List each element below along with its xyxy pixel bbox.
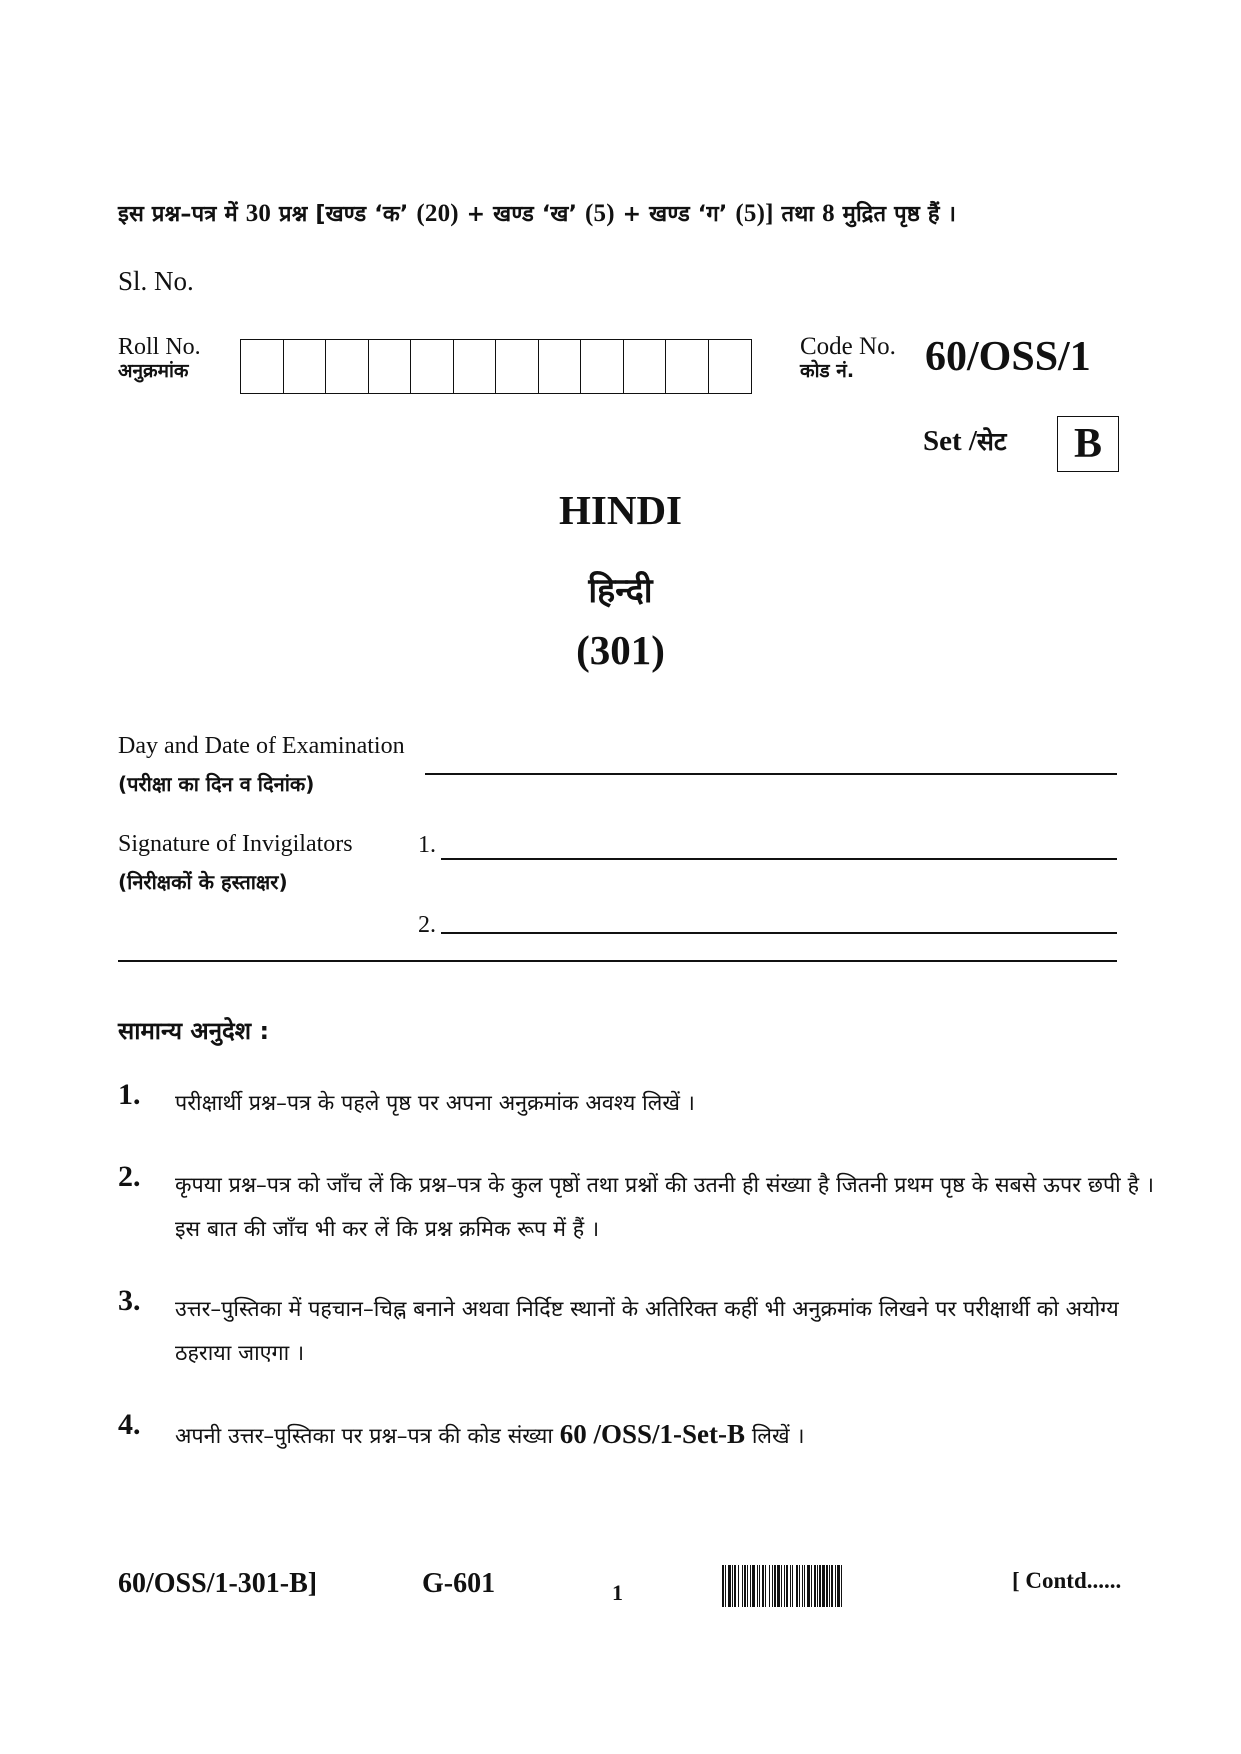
signature-2-label: 2.: [418, 912, 436, 938]
code-number-label-hi: कोड नं.: [800, 360, 855, 382]
instruction-number: 4.: [118, 1408, 141, 1441]
serial-number-label: Sl. No.: [118, 266, 194, 296]
set-label-hi: सेट: [976, 427, 1007, 456]
set-value-box: B: [1057, 416, 1119, 472]
roll-number-digit-box[interactable]: [581, 340, 624, 393]
roll-number-digit-box[interactable]: [326, 340, 369, 393]
general-instructions-heading: सामान्य अनुदेश :: [118, 1017, 270, 1045]
exam-date-label-hi: (परीक्षा का दिन व दिनांक): [118, 772, 315, 796]
note-number: 30: [245, 200, 272, 227]
continued-label: [ Contd......: [1012, 1568, 1122, 1593]
question-count-note: [118, 198, 956, 228]
roll-number-label: [118, 335, 201, 383]
subject-title-en: HINDI: [558, 487, 683, 533]
note-part: इस प्रश्न–पत्र में: [118, 202, 238, 227]
note-number: (5): [585, 200, 615, 227]
set-label: [923, 424, 1006, 458]
subject-title-hi: हिन्दी: [588, 571, 653, 611]
roll-number-label-en: Roll No.: [118, 334, 201, 360]
roll-number-digit-box[interactable]: [369, 340, 412, 393]
instruction-text: परीक्षार्थी प्रश्न–पत्र के पहले पृष्ठ पर अपना अनुक्रमांक अवश्य लिखें ।: [175, 1091, 695, 1116]
roll-number-digit-box[interactable]: [666, 340, 709, 393]
instruction-text-part: लिखें ।: [751, 1424, 805, 1449]
roll-number-digit-box[interactable]: [284, 340, 327, 393]
signature-1-line[interactable]: [441, 858, 1117, 860]
exam-date-line[interactable]: [425, 773, 1117, 775]
note-part: मुद्रित पृष्ठ हैं ।: [842, 202, 957, 227]
roll-number-digit-box[interactable]: [411, 340, 454, 393]
section-divider: [118, 960, 1117, 962]
instruction-number: 1.: [118, 1078, 141, 1111]
roll-number-digit-box[interactable]: [241, 340, 284, 393]
roll-number-digit-box[interactable]: [539, 340, 582, 393]
note-part: तथा: [781, 202, 815, 227]
set-label-en: Set /: [923, 425, 977, 457]
note-part: प्रश्न [खण्ड ‘क’: [279, 202, 409, 227]
invigilators-label-en: Signature of Invigilators: [118, 831, 353, 857]
roll-number-digit-box[interactable]: [624, 340, 667, 393]
roll-number-digit-box[interactable]: [496, 340, 539, 393]
note-part: + खण्ड ‘ख’: [466, 202, 578, 227]
barcode: [722, 1565, 844, 1607]
invigilators-label-hi: (निरीक्षकों के हस्ताक्षर): [118, 870, 288, 894]
roll-number-digit-box[interactable]: [454, 340, 497, 393]
code-number-value: 60/OSS/1: [925, 334, 1091, 380]
instruction-text: [175, 1412, 1241, 1459]
subject-code: (301): [576, 627, 665, 673]
roll-number-digit-box[interactable]: [709, 340, 752, 393]
footer-paper-code: 60/OSS/1-301-B]: [118, 1568, 318, 1599]
signature-1-label: 1.: [418, 832, 436, 858]
footer-series: G-601: [422, 1568, 496, 1599]
note-number: (20): [416, 200, 459, 227]
instruction-number: 2.: [118, 1160, 141, 1193]
exam-date-label-en: Day and Date of Examination: [118, 733, 405, 759]
signature-2-line[interactable]: [441, 932, 1117, 934]
paper-code-inline: 60 /OSS/1-Set-B: [559, 1419, 746, 1449]
code-number-label-en: Code No.: [800, 333, 896, 360]
instruction-number: 3.: [118, 1284, 141, 1317]
page-number: 1: [612, 1580, 623, 1605]
invigilators-label: [118, 825, 353, 901]
note-number: 8: [822, 200, 835, 227]
note-number: (5)]: [735, 200, 774, 227]
note-part: + खण्ड ‘ग’: [622, 202, 728, 227]
roll-number-boxes[interactable]: [240, 339, 752, 394]
code-number-label: [800, 335, 896, 383]
roll-number-label-hi: अनुक्रमांक: [118, 360, 189, 382]
exam-date-label: [118, 727, 405, 803]
instruction-text: कृपया प्रश्न–पत्र को जाँच लें कि प्रश्न–पत्र के कुल पृष्ठों तथा प्रश्नों की उतनी ही संख्या है जितनी प्रथम पृष्ठ के सबसे ऊपर छपी है । इस बात की जाँच भी कर लें कि प्रश्न क्रमिक रूप में हैं ।: [175, 1173, 1154, 1242]
instruction-text: उत्तर–पुस्तिका में पहचान–चिह्न बनाने अथवा निर्दिष्ट स्थानों के अतिरिक्त कहीं भी अनुक्रमांक लिखने पर परीक्षार्थी को अयोग्य ठहराया जाएगा ।: [175, 1297, 1119, 1366]
instruction-text-part: अपनी उत्तर–पुस्तिका पर प्रश्न–पत्र की कोड संख्या: [175, 1424, 553, 1449]
